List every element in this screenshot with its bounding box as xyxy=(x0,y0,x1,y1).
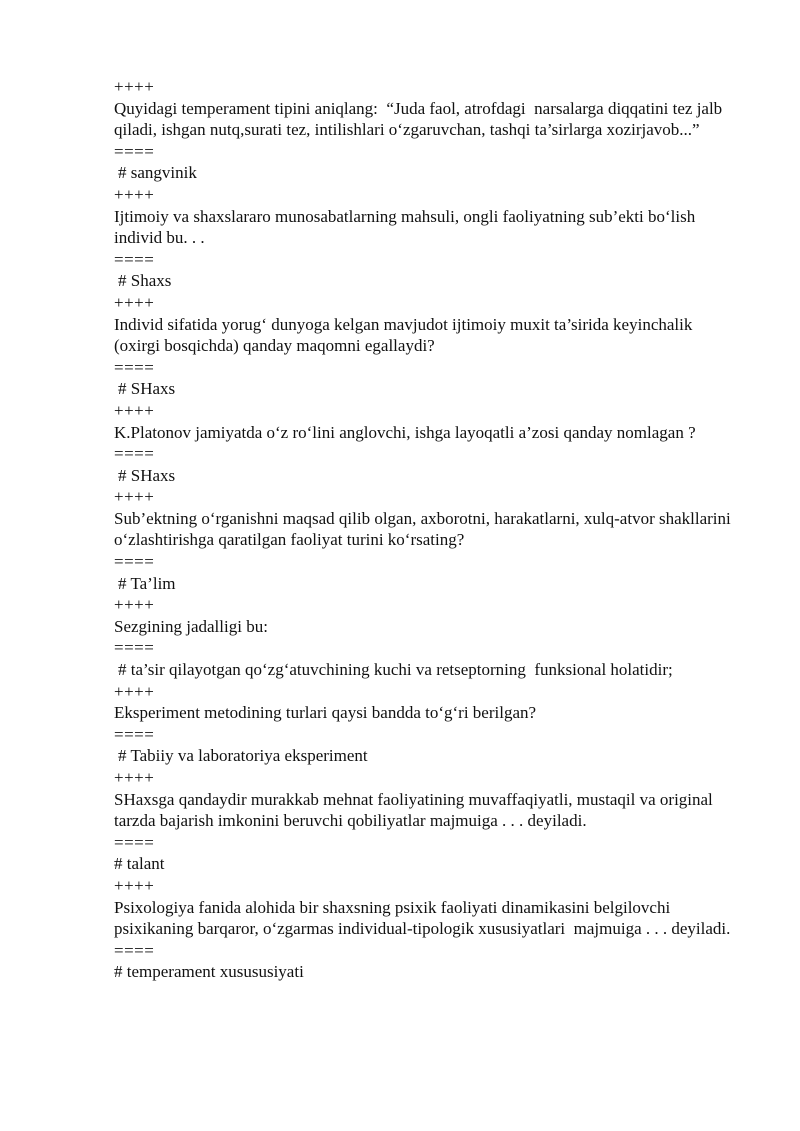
qa-block xyxy=(114,486,744,594)
answer-marker: ==== xyxy=(114,357,155,377)
question-marker: ++++ xyxy=(114,875,155,895)
answer-marker: ==== xyxy=(114,832,155,852)
qa-block xyxy=(114,292,744,400)
qa-block xyxy=(114,767,744,875)
question-text: Eksperiment metodining turlari qaysi bandda to‘g‘ri berilgan? xyxy=(114,703,537,723)
answer-text: # Ta’lim xyxy=(118,573,176,593)
qa-block xyxy=(114,184,744,292)
question-text: Ijtimoiy va shaxslararo munosabatlarning mahsuli, ongli faoliyatning sub’ekti bo‘lish individ bu. . . xyxy=(114,206,700,248)
qa-block xyxy=(114,681,744,767)
answer-marker: ==== xyxy=(114,141,155,161)
document-page xyxy=(114,76,744,983)
question-text: K.Platonov jamiyatda o‘z ro‘lini anglovchi, ishga layoqatli a’zosi qanday nomlagan ? xyxy=(114,422,696,442)
question-marker: ++++ xyxy=(114,595,155,615)
answer-text: # ta’sir qilayotgan qo‘zg‘atuvchining kuchi va retseptorning funksional holatidir; xyxy=(118,660,673,680)
question-text: Psixologiya fanida alohida bir shaxsning psixik faoliyati dinamikasini belgilovchi psixikaning barqaror, o‘zgarmas individual-tipologik xususiyatlari majmuiga . . . deyiladi. xyxy=(114,897,731,939)
question-marker: ++++ xyxy=(114,77,155,96)
answer-text: # Tabiiy va laboratoriya eksperiment xyxy=(118,746,368,766)
question-text: Individ sifatida yorug‘ dunyoga kelgan mavjudot ijtimoiy muxit ta’sirida keyinchalik (oxirgi bosqichda) qanday maqomni egallaydi? xyxy=(114,314,701,356)
qa-block xyxy=(114,875,744,983)
question-marker: ++++ xyxy=(114,184,155,204)
answer-marker: ==== xyxy=(114,724,155,744)
question-text: Sub’ektning o‘rganishni maqsad qilib olgan, axborotni, harakatlarni, xulq-atvor shakllarini o‘zlashtirishga qaratilgan faoliyat turini ko‘rsating? xyxy=(114,508,735,550)
answer-text: # temperament xusususiyati xyxy=(114,962,304,982)
question-marker: ++++ xyxy=(114,400,155,420)
qa-block xyxy=(114,400,744,486)
question-text: Sezgining jadalligi bu: xyxy=(114,616,268,636)
answer-text: # Shaxs xyxy=(118,271,172,291)
answer-marker: ==== xyxy=(114,552,155,572)
question-text: Quyidagi temperament tipini aniqlang: “Juda faol, atrofdagi narsalarga diqqatini tez jalb qiladi, ishgan nutq,surati tez, intilishlari o‘zgaruvchan, tashqi ta’sirlarga xozirjavob...” xyxy=(114,98,727,140)
question-text: SHaxsga qandaydir murakkab mehnat faoliyatining muvaffaqiyatli, mustaqil va original tarzda bajarish imkonini beruvchi qobiliyatlar majmuiga . . . deyiladi. xyxy=(114,789,718,831)
answer-marker: ==== xyxy=(114,249,155,269)
answer-marker: ==== xyxy=(114,940,155,960)
question-marker: ++++ xyxy=(114,768,155,787)
question-marker: ++++ xyxy=(114,292,155,312)
answer-marker: ==== xyxy=(114,638,155,658)
qa-block xyxy=(114,594,744,680)
answer-marker: ==== xyxy=(114,444,155,464)
qa-block xyxy=(114,76,744,184)
answer-text: # SHaxs xyxy=(118,379,176,399)
answer-text: # SHaxs xyxy=(118,465,176,485)
answer-text: # sangvinik xyxy=(118,163,197,183)
question-marker: ++++ xyxy=(114,681,155,701)
question-marker: ++++ xyxy=(114,487,155,507)
answer-text: # talant xyxy=(114,854,165,874)
